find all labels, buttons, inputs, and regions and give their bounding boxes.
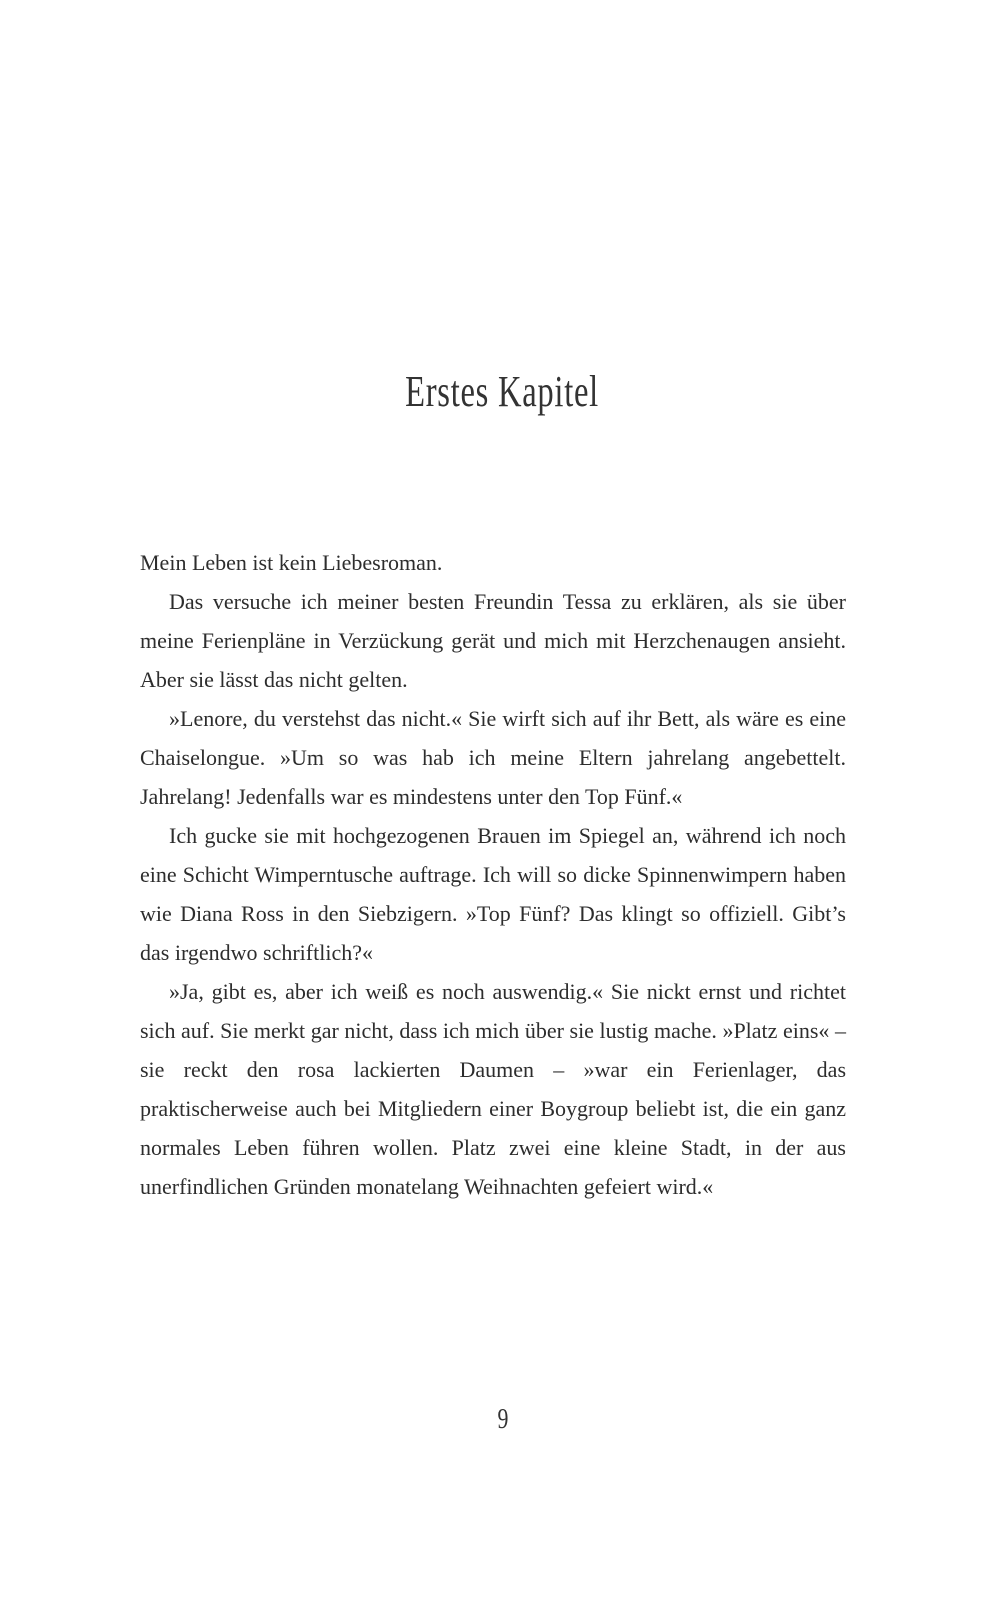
- chapter-title: Erstes Kapitel: [405, 367, 600, 416]
- paragraph: »Lenore, du verstehst das nicht.« Sie wirft sich auf ihr Bett, als wäre es eine Chaiselongue. »Um so was hab ich meine Eltern jahrelang angebettelt. Jahrelang! Jedenfalls war es mindestens unter den Top Fünf.«: [140, 706, 846, 809]
- chapter-title-container: [0, 366, 1005, 417]
- paragraph: »Ja, gibt es, aber ich weiß es noch auswendig.« Sie nickt ernst und richtet sich auf. Sie merkt gar nicht, dass ich mich über sie lustig mache. »Platz eins« – sie reckt den rosa lackierten Daumen – »war ein Ferienlager, das praktischerweise auch bei Mitgliedern einer Boygroup beliebt ist, die ein ganz normales Leben führen wollen. Platz zwei eine kleine Stadt, in der aus unerfindlichen Gründen monatelang Weihnachten gefeiert wird.«: [140, 979, 846, 1199]
- paragraph: Ich gucke sie mit hochgezogenen Brauen im Spiegel an, während ich noch eine Schicht Wimperntusche auftrage. Ich will so dicke Spinnenwimpern haben wie Diana Ross in den Siebzigern. »Top Fünf? Das klingt so offiziell. Gibt’s das irgendwo schriftlich?«: [140, 823, 846, 965]
- body-text: [140, 543, 846, 1206]
- paragraph: Mein Leben ist kein Liebesroman.: [140, 550, 443, 575]
- page-number: 9: [497, 1404, 508, 1435]
- page-number-container: [0, 1404, 1005, 1436]
- paragraph: Das versuche ich meiner besten Freundin Tessa zu erklären, als sie über meine Ferienpläne in Verzückung gerät und mich mit Herzchenaugen ansieht. Aber sie lässt das nicht gelten.: [140, 589, 846, 692]
